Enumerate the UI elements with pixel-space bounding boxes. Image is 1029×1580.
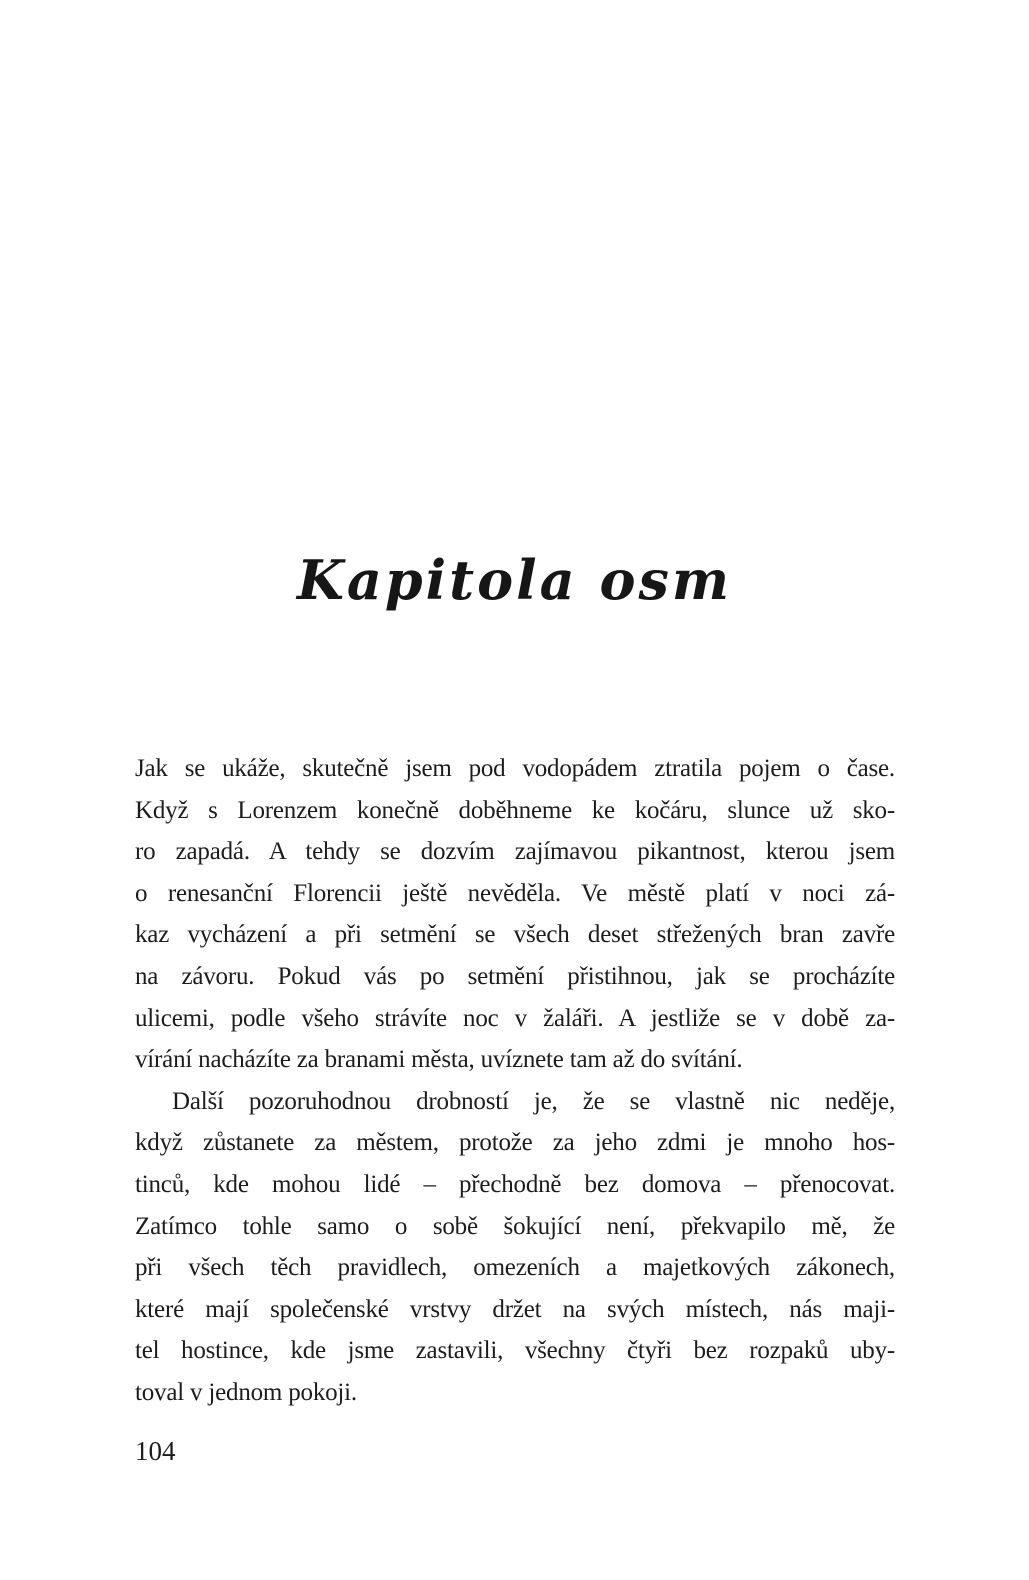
text-line: když zůstanete za městem, protože za jeho zdmi je mnoho hos-: [135, 1129, 895, 1157]
text-line: při všech těch pravidlech, omezeních a majetkových zákonech,: [135, 1254, 895, 1282]
page-number: 104: [135, 1436, 176, 1466]
text-line: Když s Lorenzem konečně doběhneme ke kočáru, slunce už sko-: [135, 796, 895, 824]
text-line: na závoru. Pokud vás po setmění přistihnou, jak se procházíte: [135, 962, 895, 990]
text-line: tel hostince, kde jsme zastavili, všechny čtyři bez rozpaků uby-: [135, 1337, 895, 1365]
text-line: Zatímco tohle samo o sobě šokující není, překvapilo mě, že: [135, 1212, 895, 1240]
body-text-block: [135, 748, 895, 1414]
text-line: ulicemi, podle všeho strávíte noc v žaláři. A jestliže se v době za-: [135, 1004, 895, 1032]
text-line: toval v jednom pokoji.: [135, 1378, 357, 1406]
text-line: které mají společenské vrstvy držet na svých místech, nás maji-: [135, 1295, 895, 1323]
text-line: o renesanční Florencii ještě nevěděla. Ve městě platí v noci zá-: [135, 879, 895, 907]
chapter-heading: Kapitola osm: [296, 548, 732, 612]
text-line: kaz vycházení a při setmění se všech deset střežených bran zavře: [135, 921, 895, 949]
text-line: vírání nacházíte za branami města, uvíznete tam až do svítání.: [135, 1046, 743, 1074]
text-line: tinců, kde mohou lidé – přechodně bez domova – přenocovat.: [135, 1170, 895, 1198]
text-line: ro zapadá. A tehdy se dozvím zajímavou pikantnost, kterou jsem: [135, 838, 895, 866]
text-line: Další pozoruhodnou drobností je, že se vlastně nic neděje,: [172, 1087, 895, 1115]
text-line: Jak se ukáže, skutečně jsem pod vodopádem ztratila pojem o čase.: [135, 755, 895, 782]
